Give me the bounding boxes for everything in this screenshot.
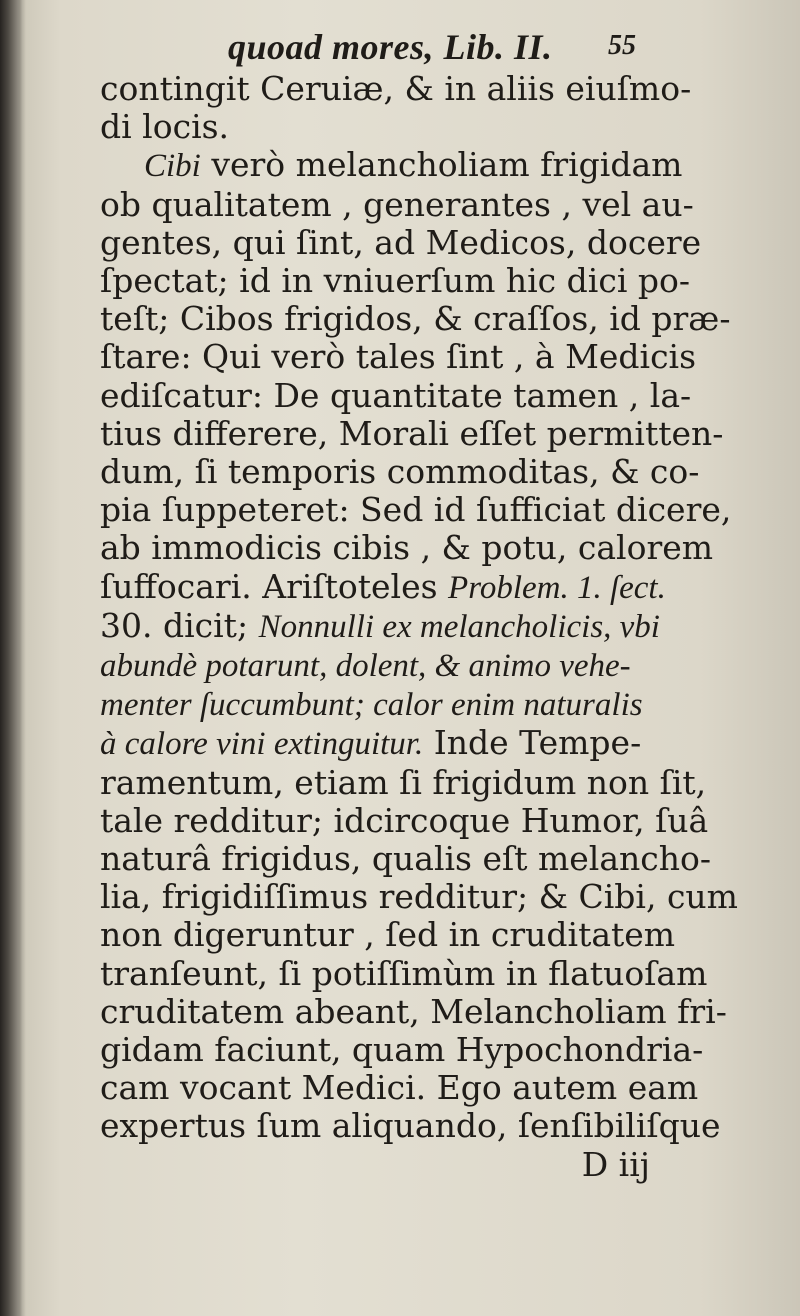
text-line [100,724,690,763]
roman-segment: naturâ frigidus, qualis eſt melancho- [100,839,712,879]
text-line [100,1106,721,1146]
roman-segment: contingit Ceruiæ, & in aliis eiuſmo- [100,69,692,108]
text-line [100,299,731,339]
roman-segment: ab immodicis cibis , & potu, calorem [100,528,714,568]
roman-segment: 30. dicit; [100,605,259,645]
text-line [100,953,708,993]
text-line [100,685,690,724]
roman-segment: ediſcatur: De quantitate tamen , la- [100,375,692,415]
running-head [100,20,690,70]
roman-segment: ſtare: Qui verò tales ſint , à Medicis [100,337,697,377]
text-line [100,108,690,146]
text-line [100,762,707,802]
text-line [100,528,714,568]
roman-segment: tius differere, Morali eſſet permitten- [100,413,724,453]
roman-segment: Inde Tempe- [423,723,642,763]
roman-segment: ſuffocari. Ariſtoteles [100,566,449,606]
text-line [100,222,702,262]
roman-segment: cam vocant Medici. Ego autem eam [100,1068,699,1108]
roman-segment: tale redditur; idcircoque Humor, ſuâ [100,800,709,840]
text-line [100,646,690,685]
roman-segment: expertus ſum aliquando, ſenſibiliſque [100,1106,721,1146]
text-line [100,184,694,224]
signature-mark: D iij [581,1144,650,1184]
page-number: 55 [608,30,636,61]
roman-segment: non digeruntur , ſed in cruditatem [100,915,676,955]
italic-segment: Cibi [144,148,201,185]
text-line [100,490,732,530]
text-block [100,20,738,1184]
body-text [100,69,738,1146]
text-line [100,607,690,646]
text-line [100,146,690,185]
italic-segment: abundè potarunt, dolent, & animo vehe- [100,648,631,685]
italic-segment: menter ſuccumbunt; calor enim naturalis [100,687,643,724]
text-line [100,452,700,492]
text-line [100,916,690,954]
binding-gutter [0,0,22,1316]
text-line [100,839,712,879]
text-line [100,568,690,607]
roman-segment: teſt; Cibos frigidos, & craſſos, id præ- [100,299,731,339]
text-line [100,262,690,300]
roman-segment: ſpectat; id in vniuerſum hic dici po- [100,261,691,301]
roman-segment: ramentum, etiam ſi frigidum non ſit, [100,762,707,802]
italic-segment: Problem. 1. ſect. [448,569,666,606]
text-line [100,413,724,453]
roman-segment: di locis. [100,107,230,147]
running-head-title: quoad mores, Lib. II. [228,27,553,67]
roman-segment: gentes, qui ſint, ad Medicos, docere [100,222,702,262]
text-line [100,377,690,415]
roman-segment: ob qualitatem , generantes , vel au- [100,184,694,224]
text-line [100,800,709,840]
text-line [100,1068,699,1108]
roman-segment: verò melancholiam frigidam [200,145,683,185]
roman-segment: pia ſuppeteret: Sed id ſufficiat dicere, [100,490,732,530]
roman-segment: dum, ſi temporis commoditas, & co- [100,452,700,492]
roman-segment: cruditatem abeant, Melancholiam fri- [100,991,727,1031]
roman-segment: gidam faciunt, quam Hypochondria- [100,1030,704,1070]
text-line [100,877,738,917]
text-line [100,991,727,1031]
italic-segment: à calore vini extinguitur. [100,726,424,763]
roman-segment: lia, frigidiſſimus redditur; & Cibi, cum [100,877,738,917]
roman-segment: tranſeunt, ſi potiſſimùm in flatuoſam [100,953,708,993]
text-line [100,1030,704,1070]
text-line [100,70,690,108]
text-line [100,337,697,377]
italic-segment: Nonnulli ex melancholicis, vbi [258,608,660,645]
